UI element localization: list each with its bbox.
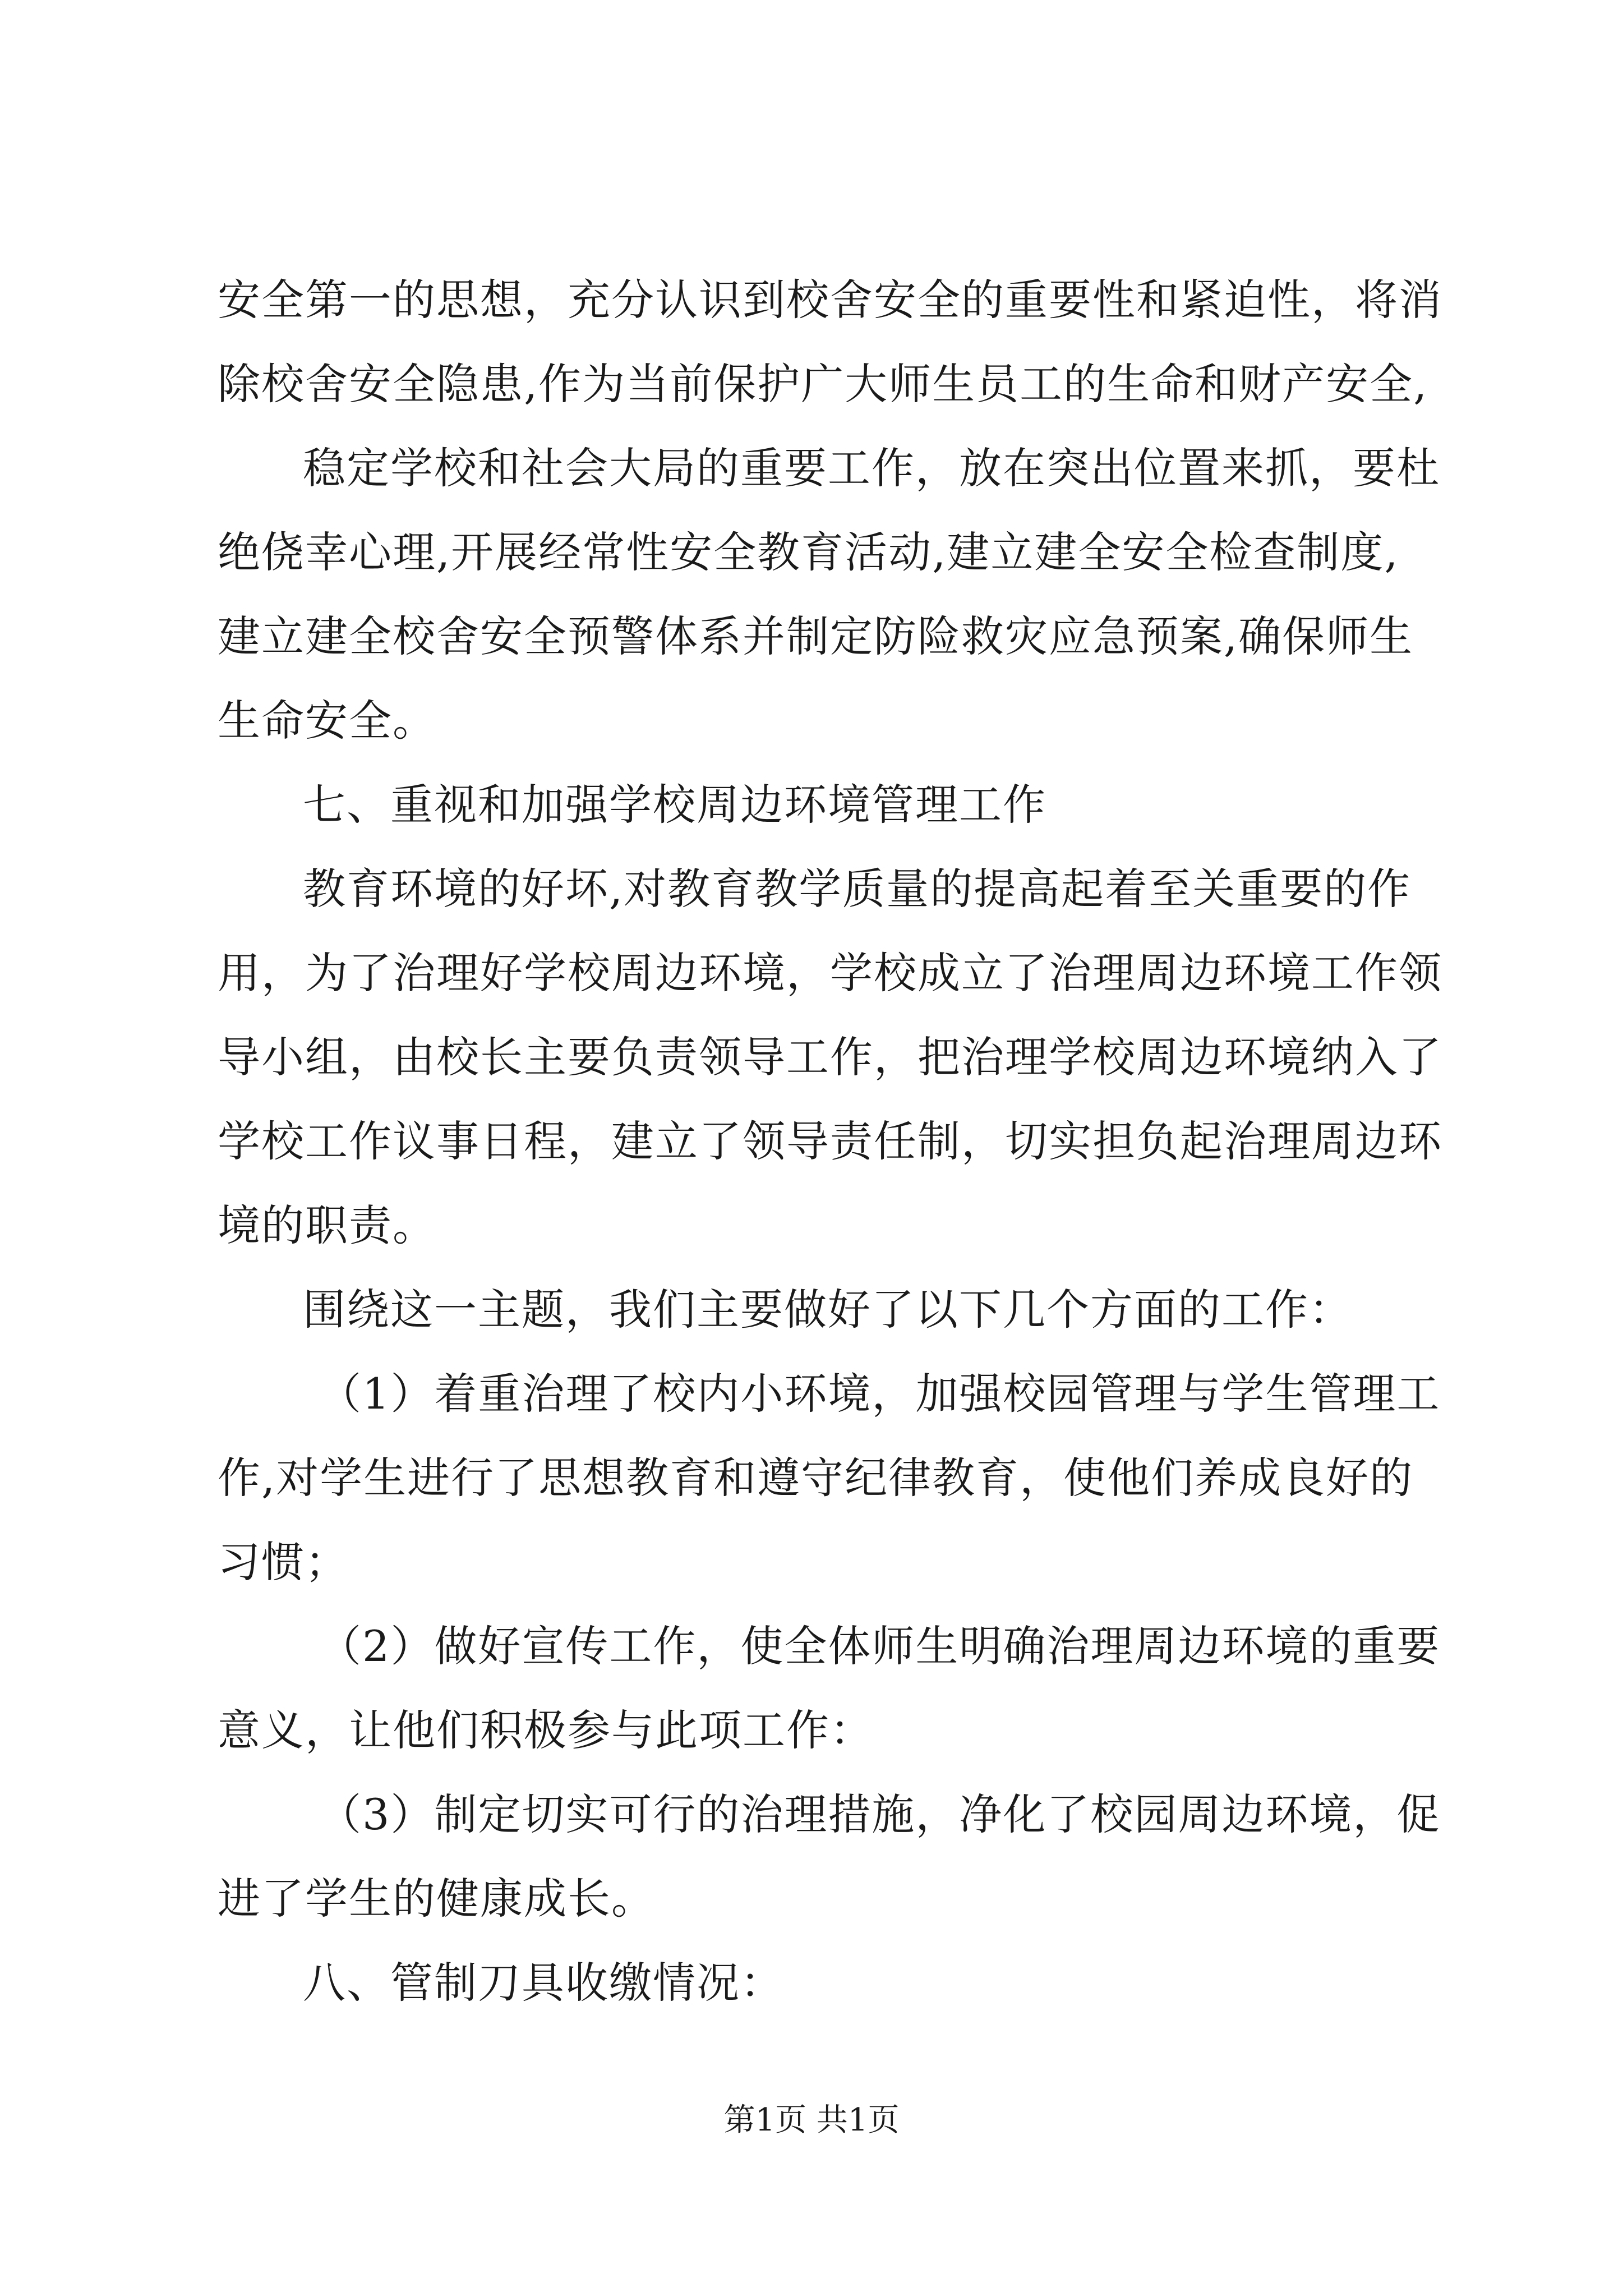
text-line: 作,对学生进行了思想教育和遵守纪律教育，使他们养成良好的 [218,1453,1414,1503]
text-line: 绝侥幸心理,开展经常性安全教育活动,建立建全安全检查制度, [218,527,1399,577]
text-line: 建立建全校舍安全预警体系并制定防险救灾应急预案,确保师生 [218,611,1414,661]
text-line: 教育环境的好坏,对教育教学质量的提高起着至关重要的作 [303,864,1412,914]
list-item: （3）制定切实可行的治理措施，净化了校园周边环境，促 [319,1789,1441,1839]
list-item: （2）做好宣传工作，使全体师生明确治理周边环境的重要 [319,1621,1441,1671]
list-item: （1）着重治理了校内小环境，加强校园管理与学生管理工 [319,1369,1441,1419]
section-heading: 八、管制刀具收缴情况： [303,1958,784,2008]
text-line: 用，为了治理好学校周边环境，学校成立了治理周边环境工作领 [218,948,1442,998]
text-line: 学校工作议事日程，建立了领导责任制，切实担负起治理周边环 [218,1116,1442,1166]
text-line: 围绕这一主题，我们主要做好了以下几个方面的工作： [303,1285,1353,1335]
text-line: 习惯； [218,1537,349,1587]
text-line: 安全第一的思想，充分认识到校舍安全的重要性和紧迫性，将消 [218,275,1442,325]
page-number-footer: 第1页 共1页 [723,2102,900,2138]
text-line: 意义，让他们积极参与此项工作： [218,1705,874,1755]
text-line: 稳定学校和社会大局的重要工作，放在突出位置来抓，要杜 [303,443,1440,493]
section-heading: 七、重视和加强学校周边环境管理工作 [303,780,1046,830]
text-line: 除校舍安全隐患,作为当前保护广大师生员工的生命和财产安全, [218,359,1428,409]
text-line: 境的职责。 [218,1200,436,1250]
text-line: 生命安全。 [218,696,436,746]
document-body [218,258,1442,2025]
text-line: 导小组，由校长主要负责领导工作，把治理学校周边环境纳入了 [218,1032,1442,1082]
text-line: 进了学生的健康成长。 [218,1874,655,1924]
